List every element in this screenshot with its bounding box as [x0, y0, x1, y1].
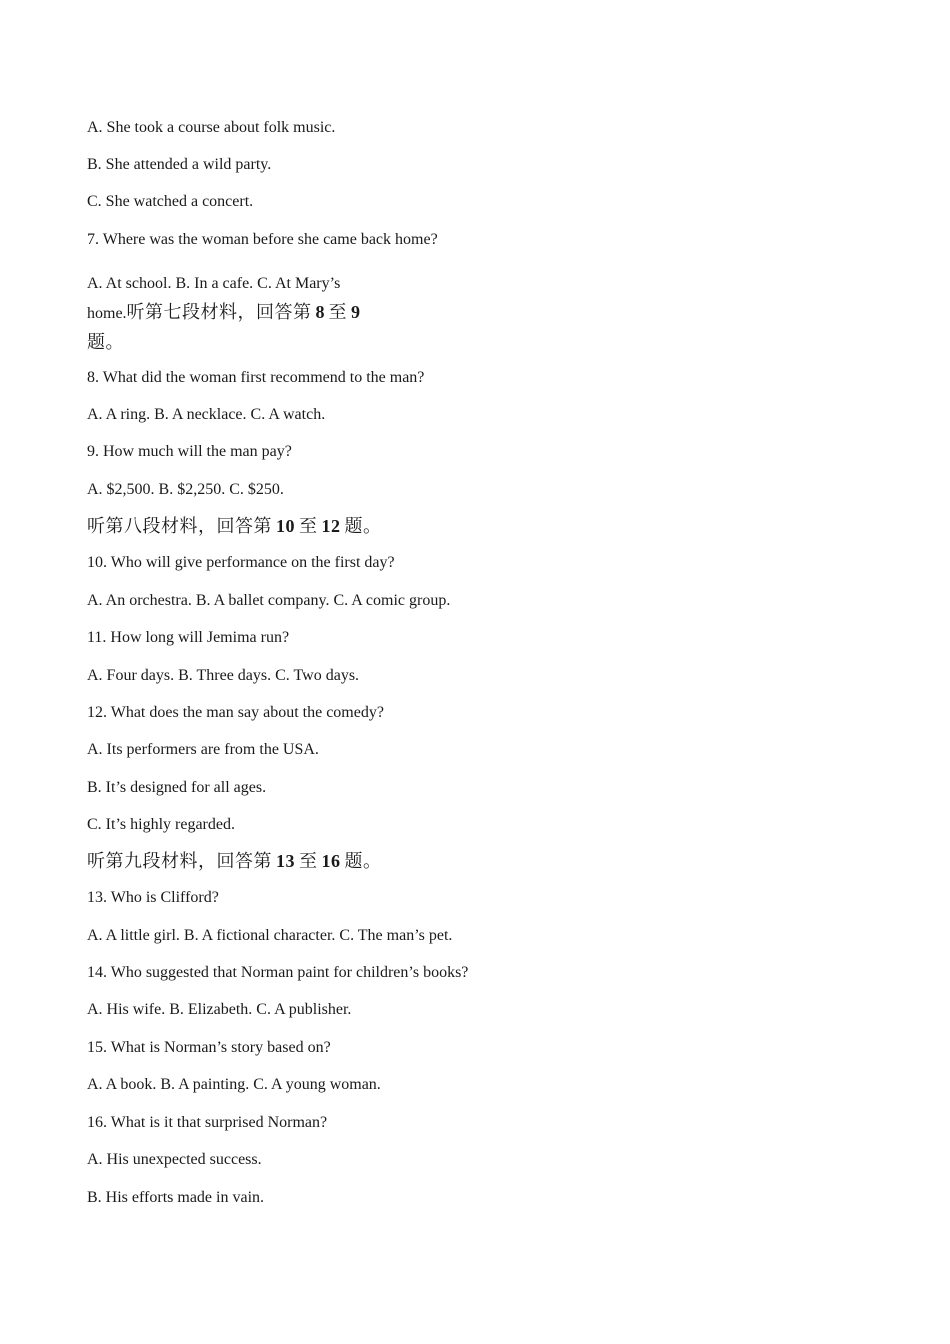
section8-heading — [87, 516, 382, 536]
section8-post: 题。 — [344, 516, 382, 536]
section8-pre: 听第八段材料，回答第 — [87, 516, 272, 536]
q6-option-c: C. She watched a concert. — [87, 193, 254, 210]
q13-question: 13. Who is Clifford? — [87, 889, 219, 906]
section8-mid: 至 — [299, 516, 318, 536]
section8-to: 12 — [321, 516, 341, 536]
section9-mid: 至 — [299, 851, 318, 871]
section8-from: 10 — [276, 516, 295, 536]
q9-options: A. $2,500. B. $2,250. C. $250. — [87, 481, 284, 498]
q7-question: 7. Where was the woman before she came back home? — [87, 231, 438, 248]
section9-pre: 听第九段材料，回答第 — [87, 851, 272, 871]
section7-mid: 至 — [328, 302, 348, 322]
q9-question: 9. How much will the man pay? — [87, 443, 292, 460]
q10-question: 10. Who will give performance on the first day? — [87, 554, 395, 571]
q13-options: A. A little girl. B. A fictional character. C. The man’s pet. — [87, 927, 453, 944]
section7-from: 8 — [315, 302, 325, 322]
q8-options: A. A ring. B. A necklace. C. A watch. — [87, 406, 326, 423]
q16-question: 16. What is it that surprised Norman? — [87, 1114, 328, 1131]
q14-options: A. His wife. B. Elizabeth. C. A publisher. — [87, 1001, 352, 1018]
q7-options-and-section7 — [87, 270, 387, 356]
q7-options-line1: A. At school. B. In a cafe. C. At Mary’s — [87, 275, 341, 292]
q6-option-b: B. She attended a wild party. — [87, 156, 272, 173]
q14-question: 14. Who suggested that Norman paint for children’s books? — [87, 964, 469, 981]
q16-option-b: B. His efforts made in vain. — [87, 1189, 265, 1206]
q6-option-a: A. She took a course about folk music. — [87, 119, 336, 136]
q11-question: 11. How long will Jemima run? — [87, 629, 290, 646]
q11-options: A. Four days. B. Three days. C. Two days. — [87, 667, 360, 684]
q16-option-a: A. His unexpected success. — [87, 1151, 262, 1168]
q7-options-line2: home. — [87, 305, 127, 322]
section7-heading — [87, 298, 387, 328]
section9-from: 13 — [276, 851, 295, 871]
section9-post: 题。 — [344, 851, 382, 871]
q15-question: 15. What is Norman’s story based on? — [87, 1039, 331, 1056]
q15-options: A. A book. B. A painting. C. A young woman. — [87, 1076, 381, 1093]
section9-heading — [87, 851, 382, 871]
q8-question: 8. What did the woman first recommend to the man? — [87, 369, 425, 386]
q12-option-a: A. Its performers are from the USA. — [87, 741, 319, 758]
q12-question: 12. What does the man say about the comedy? — [87, 704, 384, 721]
q12-option-b: B. It’s designed for all ages. — [87, 779, 267, 796]
q12-option-c: C. It’s highly regarded. — [87, 816, 235, 833]
q10-options: A. An orchestra. B. A ballet company. C. A comic group. — [87, 592, 451, 609]
section7-post: 题。 — [87, 332, 124, 352]
section7-pre: 听第七段材料，回答第 — [126, 302, 312, 322]
section9-to: 16 — [321, 851, 341, 871]
section7-to: 9 — [351, 302, 361, 322]
